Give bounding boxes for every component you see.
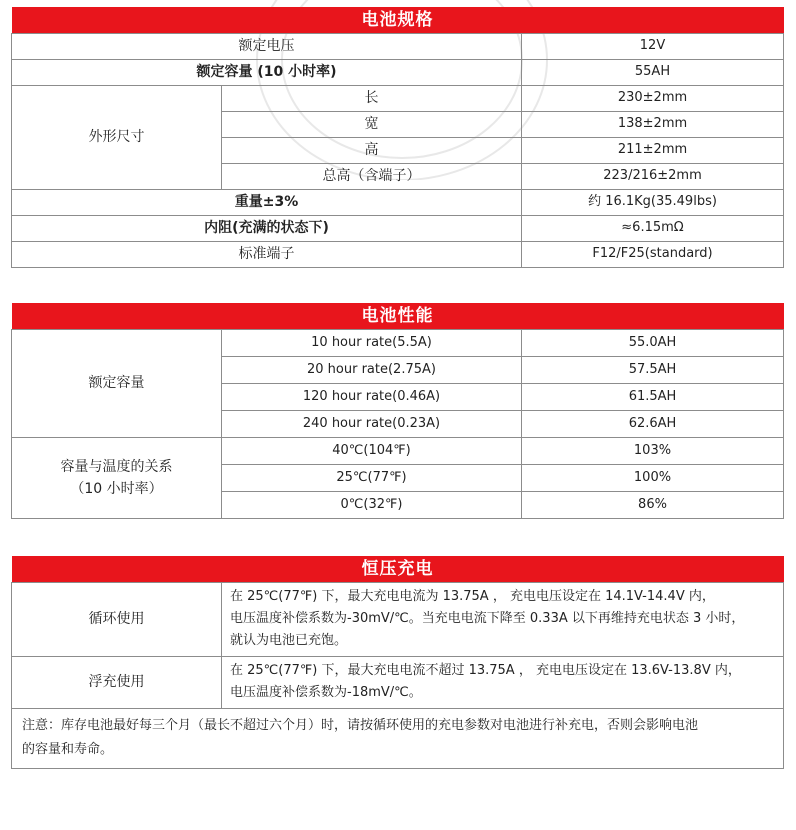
table-row (12, 189, 784, 215)
dimension-value: 223/216±2mm (522, 163, 784, 189)
specs-title: 电池规格 (12, 7, 784, 33)
spec-value: 约 16.1Kg(35.49lbs) (522, 189, 784, 215)
temperature-label-line2: （10 小时率） (70, 480, 163, 497)
cycle-line: 电压温度补偿系数为-30mV/℃。当充电电流下降至 0.33A 以下再维持充电状态 3 小时， (230, 611, 745, 626)
table-row (12, 59, 784, 85)
temp-value: 86% (522, 491, 784, 518)
float-use-description (222, 656, 784, 708)
battery-performance-table (11, 303, 784, 519)
float-use-label: 浮充使用 (12, 656, 222, 708)
rate-value: 62.6AH (522, 410, 784, 437)
cycle-line: 就认为电池已充饱。 (230, 633, 348, 648)
table-row (12, 329, 784, 356)
table-row (12, 708, 784, 768)
spec-value: ≈6.15mΩ (522, 215, 784, 241)
temp-label: 25℃(77℉) (222, 464, 522, 491)
performance-title: 电池性能 (12, 303, 784, 329)
temp-label: 40℃(104℉) (222, 437, 522, 464)
table-row (12, 33, 784, 59)
spec-value: 55AH (522, 59, 784, 85)
storage-note (12, 708, 784, 768)
dimension-label: 长 (222, 85, 522, 111)
dimension-value: 230±2mm (522, 85, 784, 111)
charging-title: 恒压充电 (12, 556, 784, 582)
table-row (12, 85, 784, 111)
spec-label: 内阻(充满的状态下) (12, 215, 522, 241)
dimension-value: 211±2mm (522, 137, 784, 163)
dimension-label: 高 (222, 137, 522, 163)
dimension-value: 138±2mm (522, 111, 784, 137)
dimensions-label: 外形尺寸 (12, 85, 222, 189)
rate-value: 55.0AH (522, 329, 784, 356)
table-row (12, 582, 784, 656)
rate-label: 20 hour rate(2.75A) (222, 356, 522, 383)
dimension-label: 总高（含端子） (222, 163, 522, 189)
rate-label: 120 hour rate(0.46A) (222, 383, 522, 410)
spec-value: 12V (522, 33, 784, 59)
temp-label: 0℃(32℉) (222, 491, 522, 518)
dimension-label: 宽 (222, 111, 522, 137)
table-row (12, 656, 784, 708)
note-line: 注意：库存电池最好每三个月（最长不超过六个月）时，请按循环使用的充电参数对电池进行补充电，否则会影响电池 (22, 718, 699, 733)
float-line: 在 25℃(77℉) 下，最大充电电流不超过 13.75A ， 充电电压设定在 13.6V-13.8V 内， (230, 663, 741, 678)
temperature-label (12, 437, 222, 518)
table-row (12, 241, 784, 267)
capacity-label: 额定容量 (12, 329, 222, 437)
temperature-label-line1: 容量与温度的关系 (60, 458, 173, 475)
spec-value: F12/F25(standard) (522, 241, 784, 267)
spec-label: 重量±3% (12, 189, 522, 215)
rate-label: 10 hour rate(5.5A) (222, 329, 522, 356)
cycle-use-label: 循环使用 (12, 582, 222, 656)
spec-label: 额定容量 (10 小时率) (12, 59, 522, 85)
rate-value: 57.5AH (522, 356, 784, 383)
float-line: 电压温度补偿系数为-18mV/℃。 (230, 685, 422, 700)
note-line: 的容量和寿命。 (22, 742, 114, 757)
cycle-use-description (222, 582, 784, 656)
rate-value: 61.5AH (522, 383, 784, 410)
rate-label: 240 hour rate(0.23A) (222, 410, 522, 437)
charging-table (11, 556, 784, 769)
battery-specs-table (11, 7, 784, 268)
spec-label: 额定电压 (12, 33, 522, 59)
temp-value: 100% (522, 464, 784, 491)
cycle-line: 在 25℃(77℉) 下，最大充电电流为 13.75A ， 充电电压设定在 14.1V-14.4V 内， (230, 589, 715, 604)
spec-label: 标准端子 (12, 241, 522, 267)
temp-value: 103% (522, 437, 784, 464)
table-row (12, 215, 784, 241)
table-row (12, 437, 784, 464)
